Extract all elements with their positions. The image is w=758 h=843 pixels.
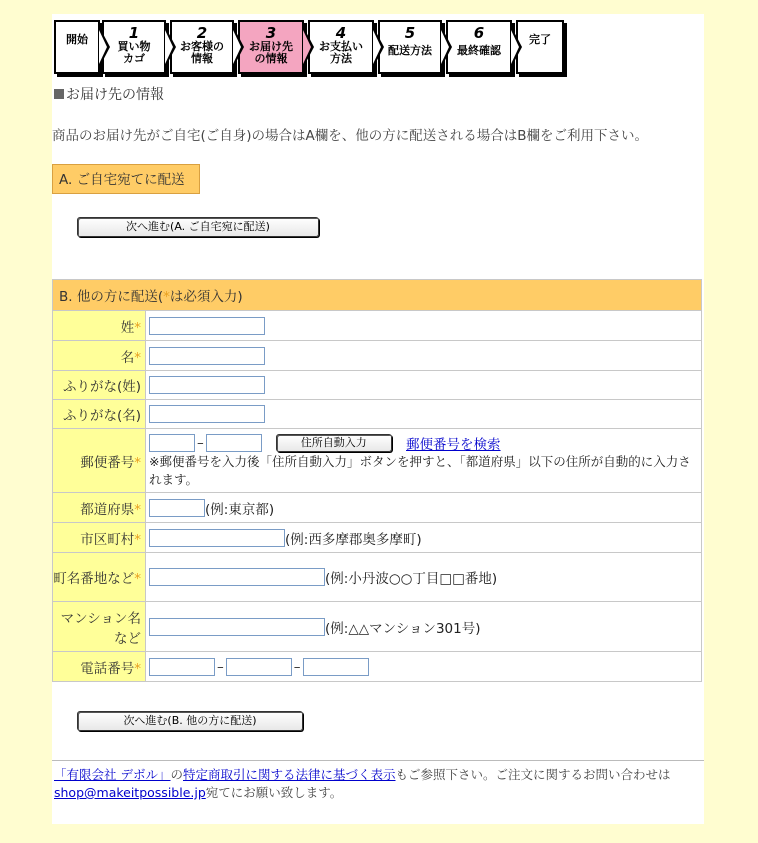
step-7: [446, 20, 512, 74]
zip-dash: –: [197, 434, 204, 451]
step-label: お客様の 情報: [180, 40, 224, 65]
first-name-label: 名*: [53, 341, 146, 371]
step-number: 5: [404, 24, 416, 42]
first-name-input[interactable]: [149, 347, 265, 365]
zip-label: 郵便番号*: [53, 429, 146, 493]
prefecture-input[interactable]: [149, 499, 205, 517]
building-example: (例:△△マンション301号): [325, 620, 481, 637]
section-b-header: B. 他の方に配送(*は必須入力): [53, 280, 702, 311]
step-label: 買い物 カゴ: [117, 40, 151, 65]
footer-divider: [52, 760, 704, 761]
step-2: [102, 20, 166, 74]
step-number: 6: [473, 24, 485, 42]
step-arrow-inner: [99, 30, 107, 64]
kana-last-name-label: ふりがな(姓): [53, 371, 146, 400]
intro-text: 商品のお届け先がご自宅(ご自身)の場合はA欄を、他の方に配送される場合はB欄をご利用下さい。: [52, 128, 649, 144]
zip-note: ※郵便番号を入力後「住所自動入力」ボタンを押すと、「都道府県」以下の住所が自動的に入力されます。: [149, 453, 691, 487]
step-6: [378, 20, 442, 74]
step-arrow-inner: [373, 30, 381, 64]
step-number: 1: [128, 24, 140, 42]
page-heading: お届け先の情報: [54, 84, 164, 104]
last-name-input[interactable]: [149, 317, 265, 335]
step-label: お支払い 方法: [319, 40, 363, 65]
city-example: (例:西多摩郡奥多摩町): [285, 531, 422, 548]
address-autofill-button[interactable]: 住所自動入力: [276, 434, 392, 452]
town-label: 町名番地など*: [53, 553, 146, 602]
step-5: [308, 20, 374, 74]
step-3: [170, 20, 234, 74]
kana-last-name-input[interactable]: [149, 376, 265, 394]
commercial-law-link[interactable]: 特定商取引に関する法律に基づく表示: [183, 767, 396, 782]
prefecture-example: (例:東京都): [205, 501, 275, 518]
step-label: 配送方法: [388, 44, 432, 57]
phone-second-input[interactable]: [226, 658, 292, 676]
step-arrow-inner: [165, 30, 173, 64]
last-name-label: 姓*: [53, 311, 146, 341]
checkout-steps-bar: [54, 20, 574, 76]
page-container: [52, 14, 704, 824]
building-input[interactable]: [149, 618, 325, 636]
step-number: 3: [265, 24, 277, 42]
city-label: 市区町村*: [53, 523, 146, 553]
other-recipient-form: B. 他の方に配送(*は必須入力) 姓* 名* ふりがな(姓) ふりがな(名) 郵便番号* – 住所自動入力 郵便番号を検索 ※郵便番号を入力後「住所自動入力」ボタンを押すと、「都道府県」以下の住所が自動的に入力されます。 都道府県* (例:東京都) 市区町村* (例:西多摩郡奥多摩町) 町名番地など* (例:小丹波○○丁目□□番地) マンション名など (例:△△マンション301号) 電話番号* – –: [52, 279, 702, 682]
step-4: [238, 20, 304, 74]
city-input[interactable]: [149, 529, 285, 547]
next-button-other-delivery[interactable]: 次へ進む(B. 他の方に配送): [77, 711, 303, 731]
building-label: マンション名など: [53, 602, 146, 652]
footer-text: 「有限会社 デボル」の特定商取引に関する法律に基づく表示もご参照下さい。ご注文に関するお問い合わせはshop@makeitpossible.jp宛てにお願い致します。: [54, 767, 671, 800]
square-bullet-icon: [54, 89, 64, 99]
zip-first-input[interactable]: [149, 434, 195, 452]
phone-first-input[interactable]: [149, 658, 215, 676]
prefecture-label: 都道府県*: [53, 493, 146, 523]
zip-search-link[interactable]: 郵便番号を検索: [406, 436, 501, 453]
step-label: 最終確認: [457, 44, 501, 57]
town-example: (例:小丹波○○丁目□□番地): [325, 571, 498, 587]
step-arrow-inner: [441, 30, 449, 64]
zip-second-input[interactable]: [206, 434, 262, 452]
step-label: 開始: [66, 33, 88, 46]
step-8: [516, 20, 564, 74]
step-label: お届け先 の情報: [249, 40, 293, 65]
step-arrow-inner: [233, 30, 241, 64]
kana-first-name-label: ふりがな(名): [53, 400, 146, 429]
step-1: [54, 20, 100, 74]
next-button-home-delivery[interactable]: 次へ進む(A. ご自宅宛に配送): [77, 217, 319, 237]
step-number: 2: [196, 24, 208, 42]
step-arrow-inner: [303, 30, 311, 64]
company-link[interactable]: 「有限会社 デボル」: [54, 767, 171, 782]
town-input[interactable]: [149, 568, 325, 586]
section-a-header: A. ご自宅宛てに配送: [52, 164, 200, 194]
kana-first-name-input[interactable]: [149, 405, 265, 423]
step-label: 完了: [529, 33, 551, 46]
email-link[interactable]: shop@makeitpossible.jp: [54, 785, 206, 800]
phone-label: 電話番号*: [53, 652, 146, 682]
step-number: 4: [335, 24, 347, 42]
step-arrow-inner: [511, 30, 519, 64]
phone-third-input[interactable]: [303, 658, 369, 676]
